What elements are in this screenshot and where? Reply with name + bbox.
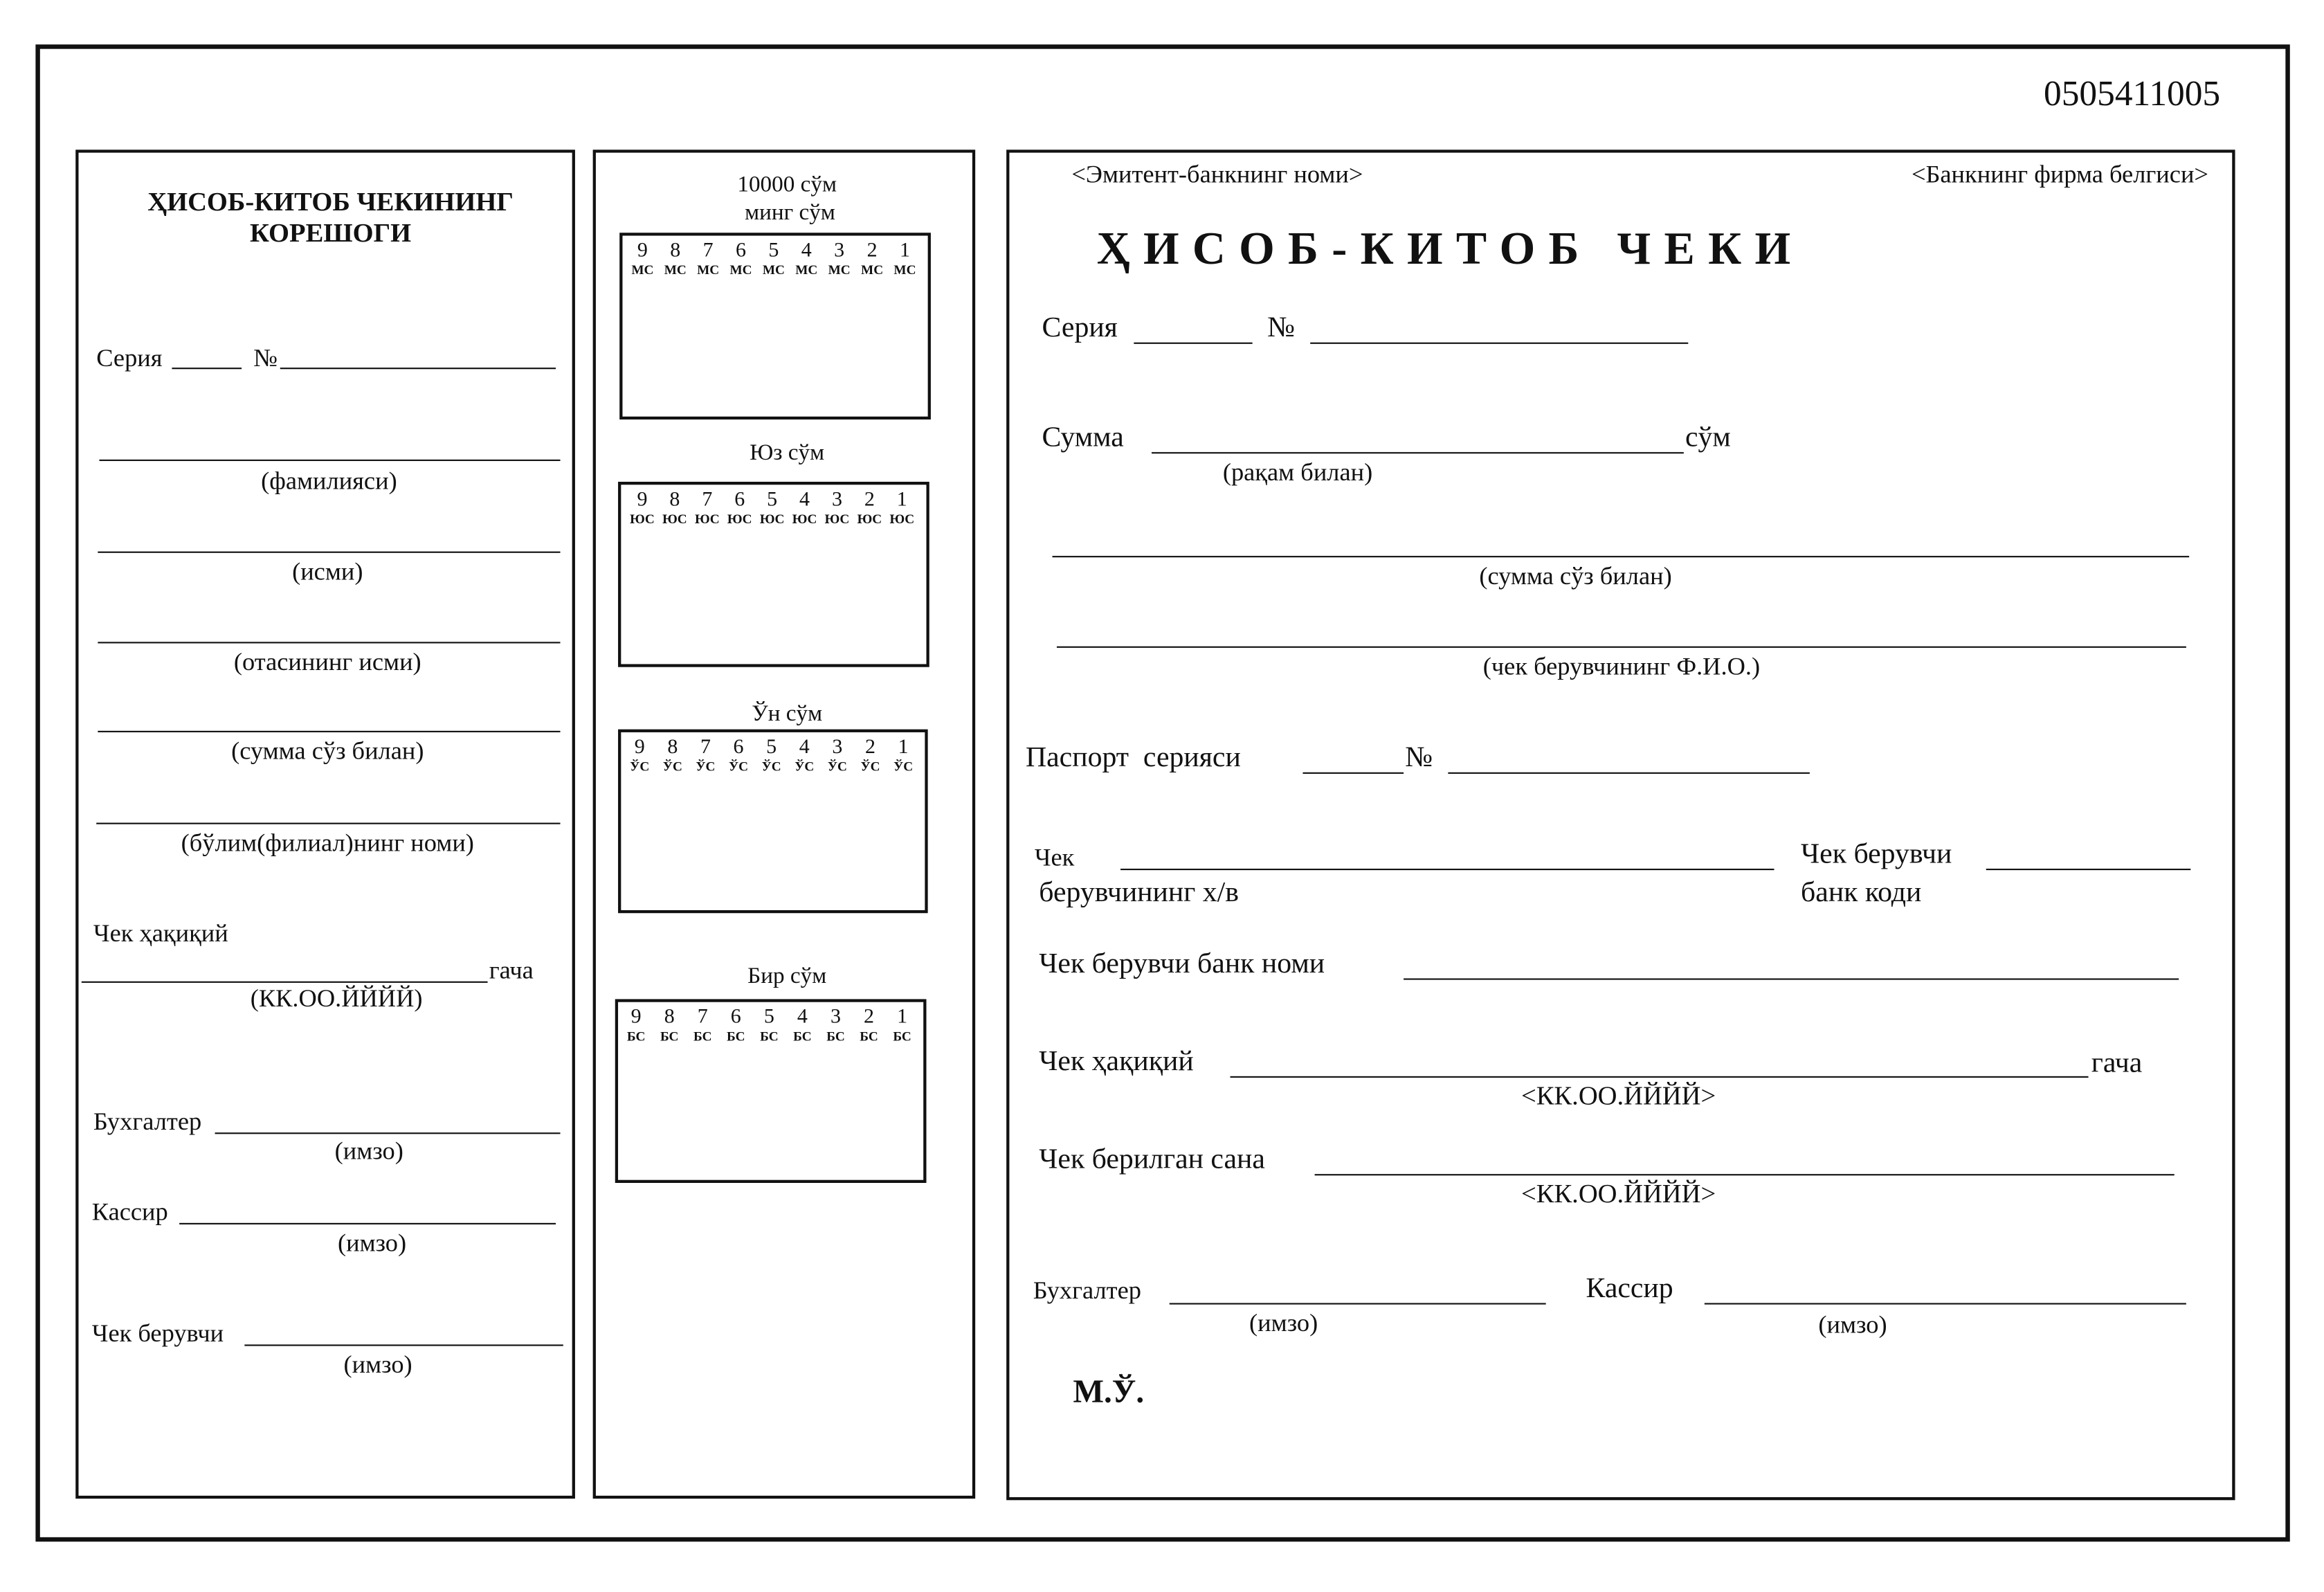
stub-amount-words-field[interactable] — [98, 731, 560, 732]
series-label: Серия — [1042, 312, 1118, 344]
digit-cell — [760, 1008, 779, 1043]
digit-cell — [761, 736, 781, 774]
digit-cell — [825, 491, 850, 526]
denomination-title: 10000 сўм — [737, 172, 837, 197]
digit-unit: БС — [660, 1029, 679, 1044]
digit-cell — [693, 1008, 712, 1043]
digit-unit: МС — [697, 262, 720, 278]
valid-until-field[interactable] — [1231, 1076, 2089, 1078]
digit-cell — [729, 239, 752, 278]
digit-unit: МС — [762, 262, 785, 278]
digit-cell — [889, 491, 914, 526]
digit-number: 5 — [763, 1006, 774, 1029]
digit-cell — [729, 736, 749, 774]
digit-unit: БС — [893, 1029, 911, 1044]
stub-caption: (отасининг исми) — [233, 647, 421, 676]
digit-cell — [861, 239, 884, 278]
currency-label: сўм — [1685, 422, 1731, 454]
denomination-subtitle: минг сўм — [745, 200, 835, 226]
digit-cell — [660, 1008, 679, 1043]
stub-number-label: № — [253, 343, 278, 372]
denomination-box[interactable] — [615, 999, 927, 1183]
digit-number: 4 — [797, 1006, 808, 1029]
denomination-box[interactable] — [618, 730, 928, 914]
accountant-signature[interactable] — [1170, 1303, 1546, 1304]
digit-number: 5 — [767, 489, 778, 512]
number-field[interactable] — [1310, 343, 1688, 344]
digit-unit: ЎС — [860, 759, 880, 774]
digit-number: 4 — [799, 489, 810, 512]
digit-unit: БС — [860, 1029, 878, 1044]
stub-patronymic-field[interactable] — [98, 642, 560, 643]
drawer-bank-code-label: Чек берувчи — [1801, 839, 1952, 871]
digit-number: 1 — [896, 489, 907, 512]
number-label: № — [1267, 312, 1295, 344]
drawer-bank-name-label: Чек берувчи банк номи — [1039, 948, 1325, 980]
digit-number: 8 — [670, 239, 681, 263]
valid-label: Чек ҳақиқий — [1039, 1046, 1194, 1078]
digit-unit: ЎС — [795, 759, 815, 774]
digit-cell — [826, 1008, 845, 1043]
digit-cell — [762, 239, 785, 278]
issue-date-format: <КК.ОО.ЙЙЙЙ> — [1521, 1178, 1716, 1209]
stub-caption: (бўлим(филиал)нинг номи) — [181, 829, 474, 857]
cashier-label: Кассир — [1586, 1273, 1673, 1305]
drawer-bank-code-field[interactable] — [1986, 869, 2191, 870]
digit-unit: ЎС — [827, 759, 847, 774]
digit-number: 1 — [898, 736, 909, 759]
amount-label: Сумма — [1042, 422, 1124, 454]
amount-words-field[interactable] — [1053, 556, 2190, 557]
digit-unit: МС — [729, 262, 752, 278]
digit-unit: БС — [727, 1029, 745, 1044]
digit-number: 6 — [733, 736, 744, 759]
stub-accountant-label: Бухгалтер — [93, 1107, 202, 1136]
stub-caption: (фамилияси) — [261, 467, 397, 496]
digit-cell — [893, 1008, 911, 1043]
stamp-place: М.Ў. — [1073, 1373, 1145, 1410]
valid-date-format: <КК.ОО.ЙЙЙЙ> — [1521, 1080, 1716, 1111]
digit-unit: МС — [893, 262, 916, 278]
digit-number: 1 — [899, 239, 910, 263]
stub-valid-label: Чек ҳақиқий — [93, 919, 228, 948]
digit-row — [631, 239, 916, 278]
stub-drawer-signature[interactable] — [244, 1344, 563, 1346]
digit-number: 4 — [799, 736, 810, 759]
stub-drawer-label: Чек берувчи — [91, 1319, 224, 1348]
digit-cell — [696, 736, 716, 774]
denomination-box[interactable] — [618, 482, 929, 667]
digit-unit: ЎС — [630, 759, 650, 774]
stub-caption: (сумма сўз билан) — [231, 736, 424, 766]
signature-caption: (имзо) — [1249, 1309, 1318, 1337]
digit-number: 4 — [801, 239, 812, 263]
digit-unit: МС — [828, 262, 851, 278]
digit-cell — [662, 736, 682, 774]
series-field[interactable] — [1134, 343, 1252, 344]
stub-valid-until-field[interactable] — [82, 982, 488, 983]
digit-cell — [631, 239, 654, 278]
stub-cashier-label: Кассир — [91, 1197, 168, 1227]
digit-unit: ЮС — [824, 511, 850, 527]
passport-number-field[interactable] — [1448, 772, 1810, 774]
digit-cell — [727, 491, 752, 526]
digit-cell — [793, 1008, 812, 1043]
amount-digits-caption: (рақам билан) — [1222, 458, 1373, 487]
digit-unit: ЮС — [630, 511, 655, 527]
digit-cell — [792, 491, 817, 526]
digit-number: 2 — [864, 489, 875, 512]
stub-cashier-signature[interactable] — [179, 1223, 556, 1224]
denomination-title: Бир сўм — [747, 964, 827, 989]
digit-unit: ЎС — [662, 759, 682, 774]
digit-cell — [662, 491, 687, 526]
digit-unit: МС — [631, 262, 654, 278]
digit-cell — [630, 736, 650, 774]
digit-row — [630, 736, 914, 774]
digit-number: 1 — [897, 1006, 908, 1029]
stub-until-label: гача — [489, 956, 534, 985]
stub-name-field[interactable] — [98, 552, 560, 553]
digit-number: 3 — [832, 736, 843, 759]
passport-number-label: № — [1405, 742, 1433, 774]
denomination-box[interactable] — [619, 233, 931, 419]
signature-caption: (имзо) — [337, 1229, 407, 1258]
digit-number: 7 — [702, 489, 713, 512]
drawer-bank-name-field[interactable] — [1404, 978, 2179, 979]
stub-title-2: КОРЕШОГИ — [250, 217, 412, 248]
digit-number: 3 — [830, 1006, 841, 1029]
digit-number: 8 — [667, 736, 678, 759]
signature-caption: (имзо) — [334, 1137, 403, 1166]
denomination-title: Юз сўм — [750, 440, 825, 466]
digit-unit: ЮС — [662, 511, 687, 527]
digit-number: 8 — [664, 1006, 675, 1029]
digit-number: 9 — [637, 239, 648, 263]
digit-row — [630, 491, 914, 526]
digit-cell — [857, 491, 882, 526]
digit-number: 8 — [669, 489, 680, 512]
stub-surname-field[interactable] — [99, 460, 560, 461]
digit-unit: МС — [861, 262, 884, 278]
digit-unit: ЎС — [761, 759, 781, 774]
digit-cell — [828, 239, 851, 278]
signature-caption: (имзо) — [343, 1350, 412, 1379]
digit-unit: ЮС — [792, 511, 817, 527]
cashier-signature[interactable] — [1705, 1303, 2186, 1304]
digit-number: 9 — [630, 1006, 642, 1029]
signature-caption: (имзо) — [1818, 1310, 1887, 1339]
document-number: 0505411005 — [2044, 75, 2221, 114]
digit-cell — [827, 736, 847, 774]
digit-unit: ЎС — [696, 759, 716, 774]
digit-unit: БС — [760, 1029, 779, 1044]
digit-cell — [860, 736, 880, 774]
digit-number: 5 — [768, 239, 779, 263]
digit-unit: ЮС — [695, 511, 720, 527]
until-label: гача — [2091, 1048, 2143, 1080]
digit-number: 6 — [736, 239, 747, 263]
digit-unit: МС — [795, 262, 818, 278]
issuer-bank-name: <Эмитент-банкнинг номи> — [1071, 160, 1363, 188]
digit-number: 5 — [766, 736, 777, 759]
digit-cell — [795, 239, 818, 278]
drawer-bank-code-label-2: банк коди — [1801, 877, 1922, 909]
digit-unit: БС — [693, 1029, 712, 1044]
digit-number: 6 — [730, 1006, 741, 1029]
digit-number: 9 — [634, 736, 645, 759]
digit-unit: ЮС — [727, 511, 752, 527]
digit-cell — [893, 239, 916, 278]
digit-unit: МС — [664, 262, 687, 278]
digit-number: 7 — [702, 239, 714, 263]
passport-series-field[interactable] — [1302, 772, 1404, 774]
stub-accountant-signature[interactable] — [215, 1132, 561, 1134]
digit-cell — [695, 491, 720, 526]
amount-digits-field[interactable] — [1152, 452, 1684, 453]
digit-cell — [727, 1008, 745, 1043]
digit-row — [627, 1008, 911, 1043]
digit-unit: БС — [626, 1029, 646, 1044]
digit-number: 3 — [831, 489, 842, 512]
digit-number: 2 — [866, 239, 878, 263]
digit-unit: ЮС — [759, 511, 785, 527]
stub-series-label: Серия — [96, 343, 163, 372]
stub-date-format: (КК.ОО.ЙЙЙЙ) — [250, 984, 423, 1013]
digit-number: 2 — [864, 1006, 875, 1029]
digit-number: 6 — [734, 489, 745, 512]
digit-unit: БС — [793, 1029, 812, 1044]
issue-date-field[interactable] — [1315, 1174, 2175, 1175]
digit-unit: ЎС — [729, 759, 749, 774]
digit-unit: ЮС — [889, 511, 915, 527]
digit-cell — [760, 491, 785, 526]
drawer-name-field[interactable] — [1057, 646, 2186, 648]
denomination-title: Ўн сўм — [752, 700, 823, 727]
drawer-account-field[interactable] — [1120, 869, 1774, 870]
stub-caption: (исми) — [292, 557, 363, 586]
bank-mark: <Банкнинг фирма белгиси> — [1911, 160, 2208, 188]
stub-branch-field[interactable] — [96, 823, 560, 824]
digit-number: 3 — [834, 239, 845, 263]
issue-date-label: Чек берилган сана — [1039, 1144, 1265, 1176]
stub-series-field[interactable] — [172, 368, 242, 369]
digit-cell — [860, 1008, 878, 1043]
digit-number: 2 — [865, 736, 876, 759]
digit-unit: ЮС — [857, 511, 882, 527]
digit-cell — [627, 1008, 646, 1043]
digit-cell — [893, 736, 914, 774]
digit-unit: БС — [826, 1029, 845, 1044]
digit-cell — [664, 239, 687, 278]
digit-unit: ЎС — [893, 759, 914, 774]
digit-cell — [697, 239, 720, 278]
drawer-account-label: Чек — [1034, 843, 1075, 872]
amount-words-caption: (сумма сўз билан) — [1479, 561, 1672, 590]
digit-number: 7 — [700, 736, 711, 759]
digit-cell — [795, 736, 815, 774]
digit-number: 7 — [697, 1006, 708, 1029]
drawer-account-label-2: берувчининг х/в — [1039, 877, 1240, 909]
stub-title: ҲИСОБ-КИТОБ ЧЕКИНИНГ — [147, 186, 514, 217]
digit-number: 9 — [637, 489, 648, 512]
accountant-label: Бухгалтер — [1033, 1276, 1141, 1305]
cheque-title: ҲИСОБ-КИТОБ ЧЕКИ — [1096, 222, 1804, 275]
digit-cell — [630, 491, 655, 526]
passport-series-label: Паспорт серияси — [1025, 742, 1241, 774]
stub-number-field[interactable] — [280, 368, 556, 369]
drawer-name-caption: (чек берувчининг Ф.И.О.) — [1482, 652, 1761, 680]
